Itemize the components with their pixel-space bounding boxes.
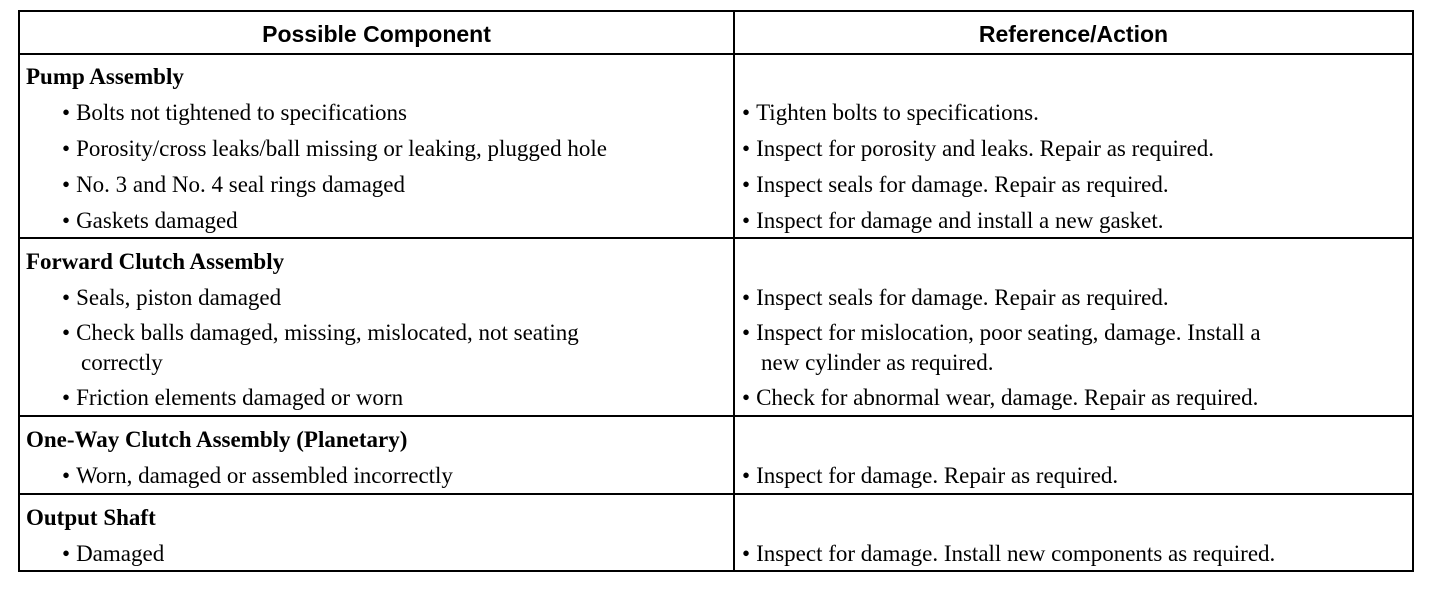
action-item: • Tighten bolts to specifications. <box>742 98 1039 128</box>
section-title-one-way-clutch-assembly: One-Way Clutch Assembly (Planetary) <box>26 427 408 452</box>
diagnosis-table <box>18 10 1414 572</box>
action-item: • Inspect for damage. Install new components as required. <box>742 539 1275 569</box>
section-divider <box>20 415 1412 417</box>
action-item: • Inspect seals for damage. Repair as required. <box>742 283 1169 313</box>
header-possible-component: Possible Component <box>262 21 491 47</box>
component-item: • Seals, piston damaged <box>62 283 281 313</box>
action-item: • Inspect for porosity and leaks. Repair as required. <box>742 134 1214 164</box>
section-title-output-shaft: Output Shaft <box>26 505 156 530</box>
action-item: • Inspect seals for damage. Repair as required. <box>742 170 1169 200</box>
column-divider <box>733 12 735 570</box>
component-item: • Friction elements damaged or worn <box>62 383 403 413</box>
component-item: • Gaskets damaged <box>62 206 238 236</box>
header-reference-action: Reference/Action <box>978 21 1169 47</box>
action-item: • Inspect for mislocation, poor seating, damage. Install a <box>742 318 1261 348</box>
component-item: • Check balls damaged, missing, mislocated, not seating <box>62 318 579 348</box>
action-item-continued: new cylinder as required. <box>761 350 994 375</box>
action-item: • Inspect for damage. Repair as required. <box>742 461 1118 491</box>
action-item: • Check for abnormal wear, damage. Repair as required. <box>742 383 1258 413</box>
component-item: • Damaged <box>62 539 164 569</box>
component-item: • Bolts not tightened to specifications <box>62 98 407 128</box>
header-divider <box>20 53 1412 55</box>
section-divider <box>20 493 1412 495</box>
component-item: • Worn, damaged or assembled incorrectly <box>62 461 453 491</box>
component-item: • Porosity/cross leaks/ball missing or leaking, plugged hole <box>62 134 607 164</box>
component-item-continued: correctly <box>81 350 163 375</box>
component-item: • No. 3 and No. 4 seal rings damaged <box>62 170 405 200</box>
section-title-forward-clutch-assembly: Forward Clutch Assembly <box>26 249 285 274</box>
action-item: • Inspect for damage and install a new gasket. <box>742 206 1164 236</box>
section-divider <box>20 237 1412 239</box>
section-title-pump-assembly: Pump Assembly <box>26 64 184 89</box>
